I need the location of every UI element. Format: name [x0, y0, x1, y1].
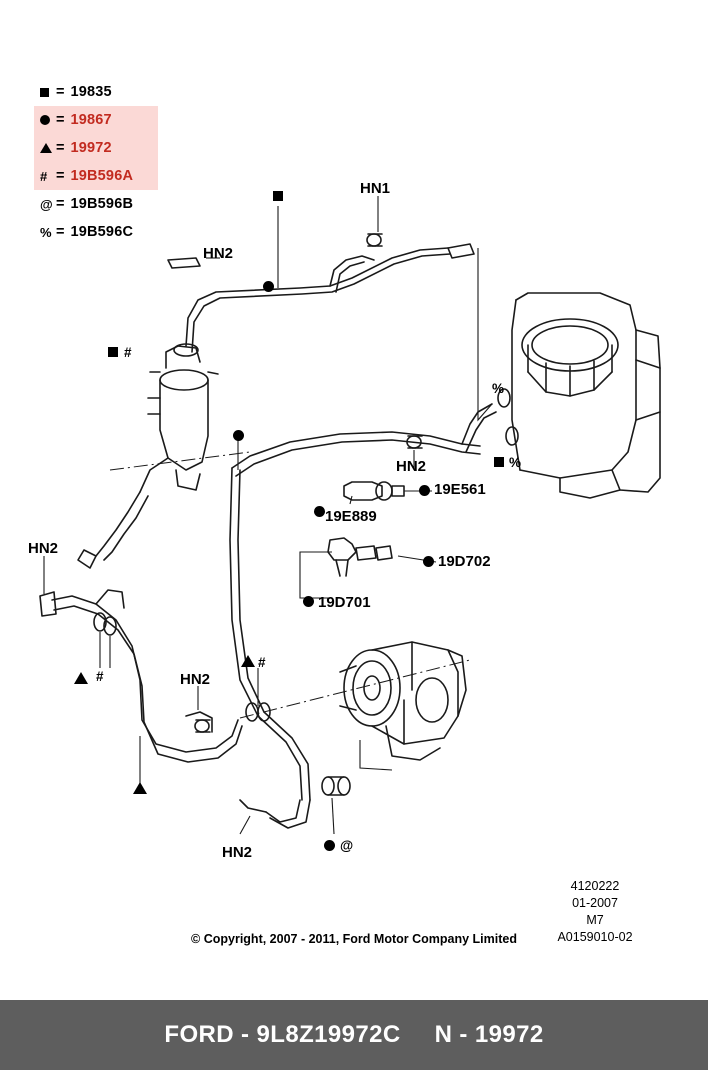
marker-circle-19867-19e889	[314, 506, 325, 517]
callout-hn2-lower: HN2	[180, 671, 211, 688]
callout-hn2-mid: HN2	[396, 458, 427, 475]
legend-equals: =	[56, 196, 65, 212]
accumulator-outline	[140, 344, 218, 492]
at-icon: @	[40, 196, 53, 212]
center-axis-lines	[110, 452, 470, 718]
callout-part-19d701: 19D701	[318, 594, 371, 611]
marker-triangle-19972-bottom	[133, 782, 147, 794]
hvac-case-outline	[512, 293, 660, 498]
marker-circle-19867-19d702	[423, 556, 434, 567]
legend-equals: =	[56, 224, 65, 240]
callout-part-19e889: 19E889	[325, 508, 377, 525]
marker-square-19835-top	[273, 191, 283, 201]
hash-icon: #	[40, 168, 48, 184]
callout-hn1-top: HN1	[360, 180, 391, 197]
footer-bar	[0, 1000, 708, 1070]
callout-hash-triangle-mid: #	[258, 655, 266, 670]
legend-code: 19867	[70, 112, 112, 128]
callout-percent-upper: %	[492, 381, 505, 396]
marker-circle-19867-bottom	[324, 840, 335, 851]
marker-square-19835-left	[108, 347, 118, 357]
document-variant: M7	[586, 913, 604, 927]
copyright-notice: © Copyright, 2007 - 2011, Ford Motor Company Limited	[191, 932, 517, 946]
legend-equals: =	[56, 140, 65, 156]
document-date: 01-2007	[572, 896, 618, 910]
footer-brand-part: FORD - 9L8Z19972C	[164, 1021, 401, 1048]
legend-code: 19B596B	[70, 196, 134, 212]
callout-percent-lower: %	[509, 455, 522, 470]
percent-icon: %	[40, 224, 52, 240]
callout-at-bottom: @	[340, 838, 354, 853]
switch-assemblies	[328, 482, 404, 576]
marker-circle-19867-19d701	[303, 596, 314, 607]
document-drawing-id: A0159010-02	[557, 930, 633, 944]
callout-hash-left: #	[124, 345, 132, 360]
legend-equals: =	[56, 112, 65, 128]
legend-code: 19972	[70, 140, 112, 156]
marker-triangle-19972-left	[74, 672, 88, 684]
callout-hn2-bottom: HN2	[222, 844, 253, 861]
callout-part-19d702: 19D702	[438, 553, 491, 570]
marker-circle-19867-19e561	[419, 485, 430, 496]
suction-line	[230, 468, 310, 828]
mid-hose-run	[232, 389, 518, 476]
legend-code: 19B596C	[70, 224, 134, 240]
left-lower-hose	[40, 590, 242, 762]
legend-equals: =	[56, 84, 65, 100]
legend-equals: =	[56, 168, 65, 184]
marker-circle-19867-top	[263, 281, 274, 292]
callout-part-19e561: 19E561	[434, 481, 486, 498]
marker-square-19835-right	[494, 457, 504, 467]
document-number: 4120222	[570, 879, 620, 893]
callout-hn2-upper: HN2	[203, 245, 234, 262]
accumulator-return-hose	[78, 492, 148, 568]
legend-code: 19835	[70, 84, 112, 100]
lower-couplers	[322, 777, 350, 795]
compressor-outline	[340, 642, 466, 760]
callout-hn2-left: HN2	[28, 540, 59, 557]
marker-circle-19867-mid	[233, 430, 244, 441]
legend-code: 19B596A	[70, 168, 134, 184]
footer-reference: N - 19972	[434, 1021, 544, 1048]
callout-hash-triangle-left: #	[96, 669, 104, 684]
marker-triangle-19972-mid	[241, 655, 255, 667]
